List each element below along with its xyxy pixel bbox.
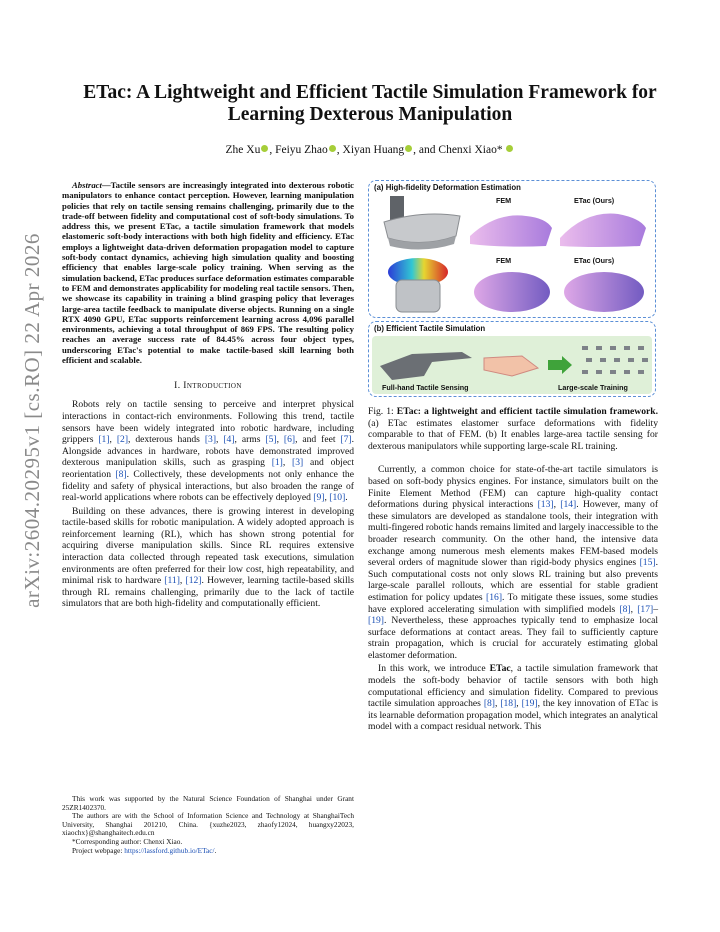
paragraph-text: .: [345, 492, 348, 504]
etac-deformation-plot-row1: [556, 206, 648, 250]
etac-deformation-plot-row2: [558, 266, 646, 314]
abstract-label: Abstract: [72, 180, 102, 190]
abstract-text: —Tactile sensors are increasingly integrated into dexterous robotic manipulators to enhance contact perception. However, learning manipulation policies that rely on tactile sensing remains challenging, primarily due to the trade-off between fidelity and computational cost of soft-body simulations. To address this, we present ETac, a tactile simulation framework that models elastomeric soft-body interactions with both high fidelity and efficiency. ETac employs a lightweight data-driven deformation propagation model to capture soft-body contact dynamics, achieving high simulation quality and boosting efficiency that enables large-scale policy training. When serving as the simulation backend, ETac produces surface deformation estimates comparable to FEM and demonstrates applicability for modeling real tactile sensors. Then, we showcase its capability in training a blind grasping policy that leverages large-area tactile feedback to manipulate diverse objects. Running on a single RTX 4090 GPU, ETac supports reinforcement learning across 4,096 parallel environments, achieving a total throughput of 869 FPS. The resulting policy reaches an average success rate of 84.45% across four object types, underscoring ETac's potential to make tactile-based skill learning both efficient and scalable.: [62, 180, 354, 366]
paragraph-text: ,: [276, 434, 284, 446]
orcid-icon[interactable]: [261, 145, 268, 152]
section-heading-introduction: I. Introduction: [174, 381, 242, 392]
paragraph: [368, 663, 658, 733]
arxiv-identifier: [8, 70, 56, 770]
paragraph-text: . Alongside advances in hardware, robots have demonstrated improved dexterous manipulation skills, such as grasping: [62, 434, 354, 469]
paragraph-text: , and feet: [295, 434, 341, 446]
fem-label-row1: FEM: [496, 196, 512, 205]
paragraph-text: . Such computational costs not only slows RL training but also prevents large-scale parallel rollouts, which are essential for stable gradient estimation for policy updates: [368, 557, 658, 603]
author-name: Zhe Xu: [225, 144, 261, 156]
caption-body: (a) ETac estimates elastomer surface deformations with fidelity comparable to that of FEM. (b) It enables large-area tactile sensing for dexterous manipulators while supporting large-scale RL training.: [368, 417, 658, 452]
abstract: [62, 180, 354, 365]
paragraph-text: . Nevertheless, these approaches typically tend to emphasize local surface deformations at contact areas. They fail to sufficiently capture strain propagation, which is crucial for accurately estimating global elastomer deformation.: [368, 615, 658, 661]
paragraph-text: –: [653, 603, 658, 615]
citation-link[interactable]: [15]: [639, 557, 656, 569]
paragraph-text: , arms: [234, 434, 266, 446]
right-column-body: [368, 464, 658, 733]
paragraph-text: Building on these advances, there is growing interest in developing tactile-based skills for robotic manipulation. A widely adopted approach is reinforcement learning (RL), which has shown strong potential for acquiring diverse manipulation skills. Since RL requires extensive interaction data collected through repeated task executions, simulation environments are often preferred for their low cost, high repeatability, and minimal risk to hardware: [62, 505, 354, 587]
paragraph-text: ,: [516, 698, 522, 710]
paragraph-text: . However, many of these simulators are developed as standalone tools, their integration with multi-fingered robotic hands remains limited and largely inaccessible to the broader research community. On the other hand, the intensive data exchange among numerous mesh elements makes FEM-based models several orders of magnitude slower than rigid-body physics engines: [368, 499, 659, 569]
paragraph-text: ,: [216, 434, 224, 446]
paper-title: ETac: A Lightweight and Efficient Tactile Simulation Framework for Learning Dexterous Manipulation: [83, 82, 657, 125]
project-webpage-label: Project webpage:: [72, 845, 125, 855]
paragraph: [62, 506, 354, 610]
author-list: Zhe Xu , Feiyu Zhao , Xiyan Huang , and Chenxi Xiao*: [60, 144, 680, 156]
citation-link[interactable]: [10]: [329, 492, 346, 504]
paragraph-text: ,: [282, 457, 293, 469]
panel-a-label: (a) High-fidelity Deformation Estimation: [374, 183, 521, 192]
citation-link[interactable]: [13]: [537, 499, 554, 511]
author-name: Feiyu Zhao: [275, 144, 328, 156]
affiliation-note: The authors are with the School of Information Science and Technology at ShanghaiTech University, Shanghai 201210, China. {xuzhe2023, zhaofy12024, huangxy22023, xiaochx}@shanghaitech.edu.cn: [62, 811, 354, 838]
large-scale-training-label: Large-scale Training: [558, 383, 628, 392]
caption-prefix: Fig. 1:: [368, 406, 397, 417]
citation-link[interactable]: [18]: [500, 698, 517, 710]
orcid-icon[interactable]: [329, 145, 336, 152]
project-webpage-note: Project webpage: https://lassford.github.io/ETac/.: [72, 845, 217, 855]
left-column: [62, 180, 354, 612]
citation-link[interactable]: [17]: [637, 603, 654, 615]
fem-deformation-plot-row1: [466, 206, 554, 250]
citation-link[interactable]: [14]: [560, 499, 577, 511]
citation-link[interactable]: [3]: [204, 434, 217, 446]
citation-link[interactable]: [19]: [368, 615, 384, 627]
paragraph-text: In this work, we introduce: [378, 663, 490, 675]
footnotes: [62, 795, 354, 855]
citation-link[interactable]: [7]: [340, 434, 352, 446]
full-hand-tactile-sensing-label: Full-hand Tactile Sensing: [382, 383, 469, 392]
corresponding-author-note: *Corresponding author: Chenxi Xiao.: [72, 836, 183, 846]
paragraph-text: , a tactile simulation framework that models the soft-body behavior of tactile sensors with both high computational efficiency and simulation fidelity. Compared to previous tactile simulation approaches: [368, 663, 658, 710]
paragraph-text: Currently, a common choice for state-of-the-art tactile simulators is based on soft-body physics engines. For instance, simulators built on the Finite Element Method (FEM) can capture high-quality contact deformations during physical interactions: [368, 464, 658, 511]
paragraph-text: and object reorientation: [62, 457, 355, 480]
paragraph: [368, 464, 658, 661]
paragraph-text: , the key innovation of ETac is its learnable deformation propagation model, which integrates an analytical model with a compact residual network. This: [368, 698, 658, 733]
paragraph-text: . However, learning tactile-based skills through RL remains challenging, primarily due to the lack of tactile simulators that are both high-fidelity and computationally efficient.: [62, 575, 355, 610]
paragraph-text: Robots rely on tactile sensing to perceive and interpret physical interactions in contact-rich environments. Following this trend, tactile sensors have been widely integrated into robotic hardware, including grippers: [62, 399, 354, 446]
funding-note: This work was supported by the Natural Science Foundation of Shanghai under Grant 25ZR1402370.: [62, 794, 354, 812]
citation-link[interactable]: [9]: [313, 492, 325, 504]
orcid-icon[interactable]: [405, 145, 412, 152]
fem-label-row2: FEM: [496, 256, 512, 265]
paragraph-text: ,: [630, 603, 638, 615]
citation-link[interactable]: [5]: [265, 434, 277, 446]
etac-label-row2: ETac (Ours): [574, 256, 615, 265]
emphasis-text: ETac: [489, 663, 511, 675]
citation-link[interactable]: [1]: [271, 457, 283, 469]
citation-link[interactable]: [16]: [486, 591, 503, 603]
etac-label-row1: ETac (Ours): [574, 196, 615, 205]
citation-link[interactable]: [11]: [164, 575, 180, 587]
citation-link[interactable]: [12]: [185, 575, 202, 587]
tactile-finger-render: [382, 256, 462, 314]
paragraph-text: ,: [495, 698, 501, 710]
author-name: Xiyan Huang: [342, 144, 405, 156]
caption-bold: ETac: a lightweight and efficient tactile simulation framework.: [396, 406, 658, 417]
citation-link[interactable]: [2]: [116, 434, 129, 446]
citation-link[interactable]: [4]: [223, 434, 235, 446]
paragraph-text: ,: [324, 492, 330, 504]
indenter-pad-render: [382, 196, 462, 252]
figure-1-caption: [368, 406, 658, 452]
right-column: [368, 180, 658, 735]
citation-link[interactable]: [6]: [283, 434, 296, 446]
figure-1: [368, 180, 658, 398]
citation-link[interactable]: [8]: [483, 698, 495, 710]
orcid-icon[interactable]: [506, 145, 513, 152]
paragraph: [62, 399, 354, 503]
panel-b-label: (b) Efficient Tactile Simulation: [374, 324, 486, 333]
paragraph-text: ,: [553, 499, 561, 511]
citation-link[interactable]: [3]: [292, 457, 304, 469]
introduction-body: [62, 399, 354, 610]
paragraph-text: ,: [179, 575, 186, 587]
citation-link[interactable]: [19]: [521, 698, 538, 710]
citation-link[interactable]: [8]: [115, 468, 127, 480]
citation-link[interactable]: [1]: [98, 434, 110, 446]
paragraph-text: . Collectively, these developments not only enhance the fidelity and safety of physical interactions, but also broaden the range of real-world applications where robots can be effectively deployed: [62, 468, 354, 504]
citation-link[interactable]: [8]: [619, 603, 631, 615]
author-name: and Chenxi Xiao*: [418, 144, 503, 156]
project-webpage-link[interactable]: https://lassford.github.io/ETac/: [124, 845, 215, 855]
paragraph-text: . To mitigate these issues, some studies have explored accelerating simulation with simplified models: [368, 591, 658, 615]
arxiv-identifier-text: arXiv:2604.20295v1 [cs.RO] 22 Apr 2026: [19, 232, 44, 608]
paragraph-text: , dexterous hands: [128, 434, 205, 446]
paragraph-text: ,: [109, 434, 117, 446]
fem-deformation-plot-row2: [468, 266, 552, 314]
